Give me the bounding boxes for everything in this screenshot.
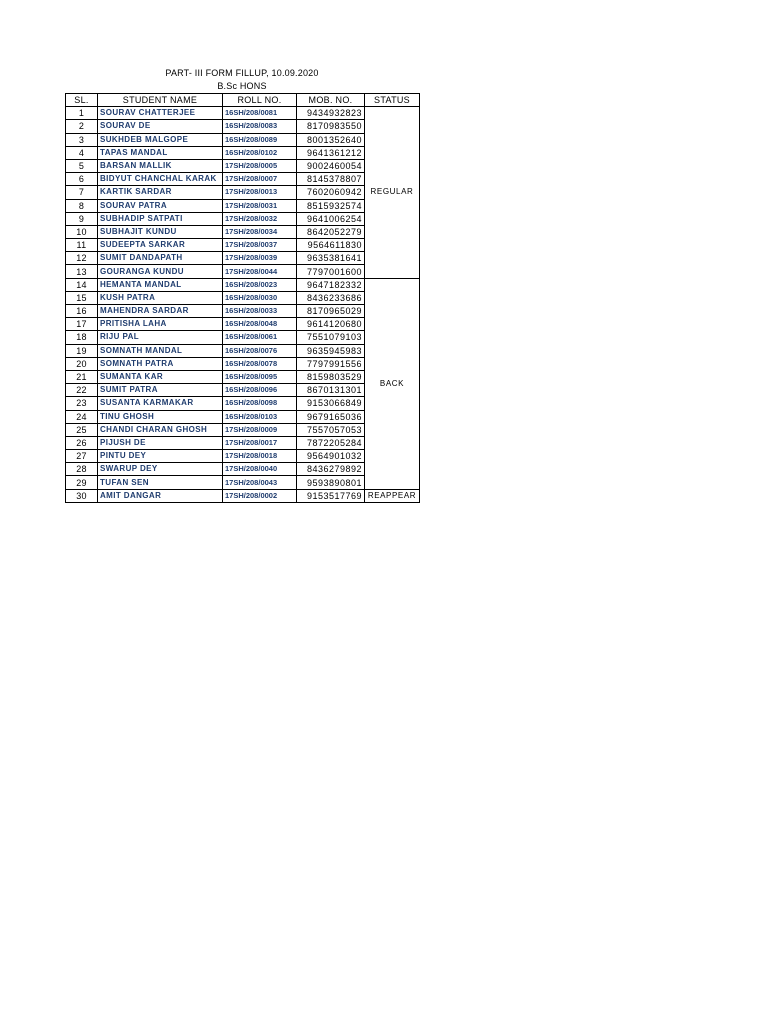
row-mob-no: 7602060942 [297,186,365,199]
row-mob-no: 9635945983 [297,344,365,357]
row-roll-no: 17SH/208/0043 [223,476,297,489]
row-mob-no: 8670131301 [297,384,365,397]
row-sl: 25 [66,423,98,436]
row-roll-no: 17SH/208/0034 [223,225,297,238]
row-student-name: MAHENDRA SARDAR [98,305,223,318]
row-roll-no: 16SH/208/0083 [223,120,297,133]
row-mob-no: 8145378807 [297,173,365,186]
row-sl: 12 [66,252,98,265]
row-student-name: PRITISHA LAHA [98,318,223,331]
header-status: STATUS [365,94,420,107]
row-mob-no: 8642052279 [297,225,365,238]
row-mob-no: 9593890801 [297,476,365,489]
row-sl: 24 [66,410,98,423]
row-sl: 22 [66,384,98,397]
row-mob-no: 7797001600 [297,265,365,278]
table-row [66,489,420,502]
row-roll-no: 16SH/208/0061 [223,331,297,344]
row-roll-no: 17SH/208/0002 [223,489,297,502]
row-student-name: BIDYUT CHANCHAL KARAK [98,173,223,186]
page-subtitle: B.Sc HONS [217,81,267,91]
row-roll-no: 17SH/208/0018 [223,450,297,463]
row-student-name: KARTIK SARDAR [98,186,223,199]
page-title: PART- III FORM FILLUP, 10.09.2020 [165,68,319,78]
row-mob-no: 9153517769 [297,489,365,502]
row-sl: 15 [66,291,98,304]
header-sl: SL. [66,94,98,107]
row-student-name: SUDEEPTA SARKAR [98,239,223,252]
row-sl: 29 [66,476,98,489]
table-row [66,107,420,120]
row-sl: 7 [66,186,98,199]
table-row [66,278,420,291]
table-body [66,107,420,503]
row-student-name: SOMNATH PATRA [98,357,223,370]
row-student-name: SUMIT PATRA [98,384,223,397]
row-mob-no: 7797991556 [297,357,365,370]
row-roll-no: 16SH/208/0098 [223,397,297,410]
row-student-name: BARSAN MALLIK [98,159,223,172]
row-roll-no: 17SH/208/0032 [223,212,297,225]
status-cell: REAPPEAR [365,489,420,502]
row-roll-no: 16SH/208/0030 [223,291,297,304]
row-sl: 26 [66,436,98,449]
status-cell: REGULAR [365,107,420,278]
row-roll-no: 17SH/208/0007 [223,173,297,186]
row-student-name: HEMANTA MANDAL [98,278,223,291]
row-sl: 5 [66,159,98,172]
row-roll-no: 17SH/208/0037 [223,239,297,252]
row-student-name: SOMNATH MANDAL [98,344,223,357]
row-student-name: CHANDI CHARAN GHOSH [98,423,223,436]
row-roll-no: 16SH/208/0048 [223,318,297,331]
row-sl: 30 [66,489,98,502]
row-mob-no: 9647182332 [297,278,365,291]
row-student-name: SUBHAJIT KUNDU [98,225,223,238]
row-student-name: SUBHADIP SATPATI [98,212,223,225]
row-roll-no: 16SH/208/0081 [223,107,297,120]
row-student-name: SOURAV DE [98,120,223,133]
row-sl: 3 [66,133,98,146]
row-student-name: SUKHDEB MALGOPE [98,133,223,146]
row-mob-no: 9564611830 [297,239,365,252]
row-student-name: SUMIT DANDAPATH [98,252,223,265]
row-mob-no: 9679165036 [297,410,365,423]
row-mob-no: 8170983550 [297,120,365,133]
row-sl: 18 [66,331,98,344]
row-student-name: TAPAS MANDAL [98,146,223,159]
row-sl: 19 [66,344,98,357]
row-mob-no: 9434932823 [297,107,365,120]
row-roll-no: 16SH/208/0089 [223,133,297,146]
row-roll-no: 17SH/208/0009 [223,423,297,436]
row-mob-no: 8515932574 [297,199,365,212]
row-roll-no: 16SH/208/0076 [223,344,297,357]
row-mob-no: 9641361212 [297,146,365,159]
row-sl: 13 [66,265,98,278]
row-mob-no: 9002460054 [297,159,365,172]
row-mob-no: 9614120680 [297,318,365,331]
row-mob-no: 8170965029 [297,305,365,318]
row-student-name: PINTU DEY [98,450,223,463]
student-table [65,93,420,503]
row-student-name: PIJUSH DE [98,436,223,449]
row-sl: 20 [66,357,98,370]
table-header-row [66,94,420,107]
row-mob-no: 7557057053 [297,423,365,436]
row-mob-no: 9153066849 [297,397,365,410]
row-student-name: SUMANTA KAR [98,370,223,383]
row-mob-no: 9564901032 [297,450,365,463]
row-roll-no: 17SH/208/0013 [223,186,297,199]
row-sl: 21 [66,370,98,383]
row-mob-no: 8001352640 [297,133,365,146]
row-roll-no: 16SH/208/0103 [223,410,297,423]
status-cell: BACK [365,278,420,489]
row-student-name: SUSANTA KARMAKAR [98,397,223,410]
row-sl: 4 [66,146,98,159]
row-sl: 2 [66,120,98,133]
row-mob-no: 9635381641 [297,252,365,265]
row-mob-no: 8436233686 [297,291,365,304]
row-sl: 1 [66,107,98,120]
row-roll-no: 17SH/208/0031 [223,199,297,212]
row-mob-no: 7872205284 [297,436,365,449]
row-roll-no: 17SH/208/0005 [223,159,297,172]
header-roll-no: ROLL NO. [223,94,297,107]
row-student-name: GOURANGA KUNDU [98,265,223,278]
row-student-name: AMIT DANGAR [98,489,223,502]
row-mob-no: 8159803529 [297,370,365,383]
row-roll-no: 16SH/208/0023 [223,278,297,291]
row-roll-no: 16SH/208/0102 [223,146,297,159]
row-sl: 16 [66,305,98,318]
row-sl: 28 [66,463,98,476]
row-sl: 11 [66,239,98,252]
row-student-name: SOURAV CHATTERJEE [98,107,223,120]
row-sl: 14 [66,278,98,291]
row-sl: 8 [66,199,98,212]
row-sl: 6 [66,173,98,186]
row-mob-no: 9641006254 [297,212,365,225]
row-sl: 9 [66,212,98,225]
row-sl: 27 [66,450,98,463]
header-student-name: STUDENT NAME [98,94,223,107]
row-sl: 17 [66,318,98,331]
row-student-name: RIJU PAL [98,331,223,344]
row-student-name: TUFAN SEN [98,476,223,489]
row-sl: 10 [66,225,98,238]
row-sl: 23 [66,397,98,410]
row-student-name: SWARUP DEY [98,463,223,476]
row-student-name: KUSH PATRA [98,291,223,304]
row-roll-no: 16SH/208/0095 [223,370,297,383]
row-student-name: TINU GHOSH [98,410,223,423]
row-roll-no: 16SH/208/0096 [223,384,297,397]
row-roll-no: 16SH/208/0078 [223,357,297,370]
row-student-name: SOURAV PATRA [98,199,223,212]
row-mob-no: 8436279892 [297,463,365,476]
row-roll-no: 17SH/208/0017 [223,436,297,449]
row-roll-no: 17SH/208/0039 [223,252,297,265]
row-roll-no: 17SH/208/0044 [223,265,297,278]
row-mob-no: 7551079103 [297,331,365,344]
row-roll-no: 17SH/208/0040 [223,463,297,476]
row-roll-no: 16SH/208/0033 [223,305,297,318]
header-mob-no: MOB. NO. [297,94,365,107]
